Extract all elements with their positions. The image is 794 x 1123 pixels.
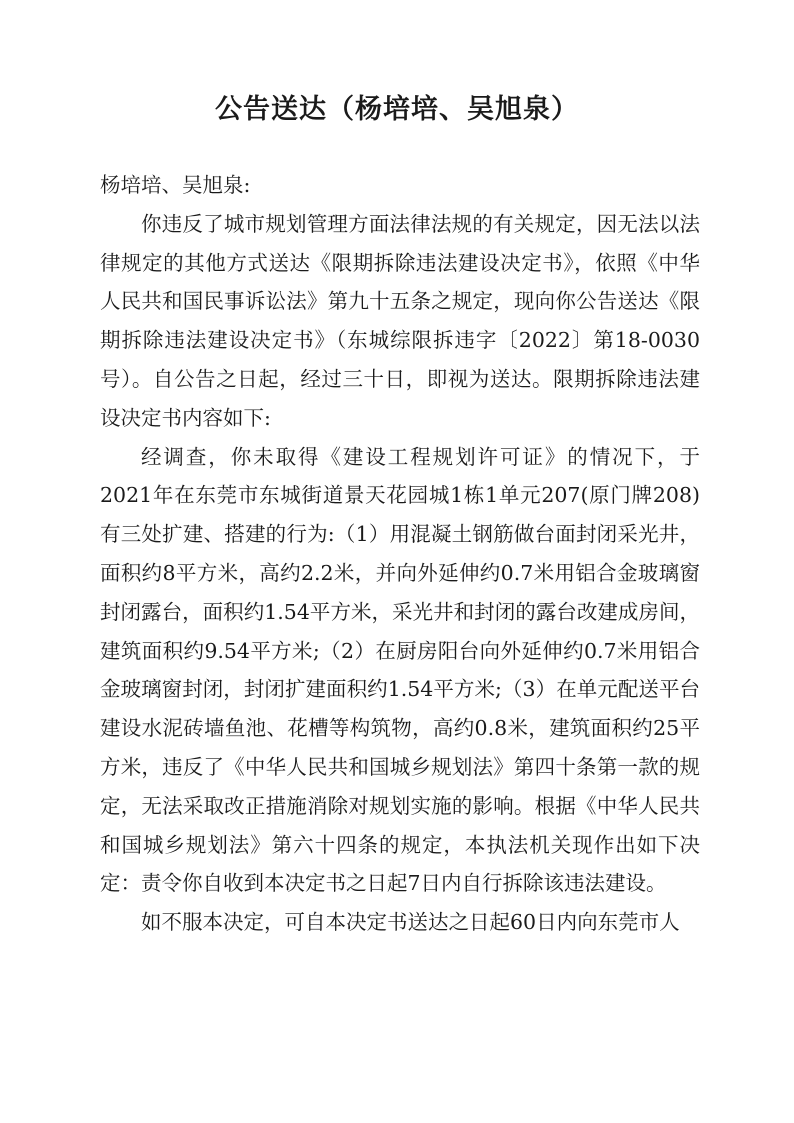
paragraph-appeal: 如不服本决定，可自本决定书送达之日起60日内向东莞市人 xyxy=(141,910,680,935)
salutation: 杨培培、吴旭泉: xyxy=(100,173,251,197)
document-body xyxy=(100,166,700,942)
paragraph-notice: 你违反了城市规划管理方面法律法规的有关规定，因无法以法律规定的其他方式送达《限期拆除违法建设决定书》，依照《中华人民共和国民事诉讼法》第九十五条之规定，现向你公告送达《限期拆除违法建设决定书》（东城综限拆违字〔2022〕第18-0030号）。自公告之日起，经过三十日，即视为送达。限期拆除违法建设决定书内容如下: xyxy=(100,211,700,430)
document-title: 公告送达（杨培培、吴旭泉） xyxy=(215,94,579,125)
paragraph-investigation: 经调查，你未取得《建设工程规划许可证》的情况下，于2021年在东莞市东城街道景天花园城1栋1单元207(原门牌208)有三处扩建、搭建的行为:（1）用混凝土钢筋做台面封闭采光井，面积约8平方米，高约2.2米，并向外延伸约0.7米用铝合金玻璃窗封闭露台，面积约1.54平方米，采光井和封闭的露台改建成房间，建筑面积约9.54平方米;（2）在厨房阳台向外延伸约0.7米用铝合金玻璃窗封闭，封闭扩建面积约1.54平方米;（3）在单元配送平台建设水泥砖墙鱼池、花槽等构筑物，高约0.8米，建筑面积约25平方米，违反了《中华人民共和国城乡规划法》第四十条第一款的规定，无法采取改正措施消除对规划实施的影响。根据《中华人民共和国城乡规划法》第六十四条的规定，本执法机关现作出如下决定：责令你自收到本决定书之日起7日内自行拆除该违法建设。 xyxy=(100,444,700,896)
